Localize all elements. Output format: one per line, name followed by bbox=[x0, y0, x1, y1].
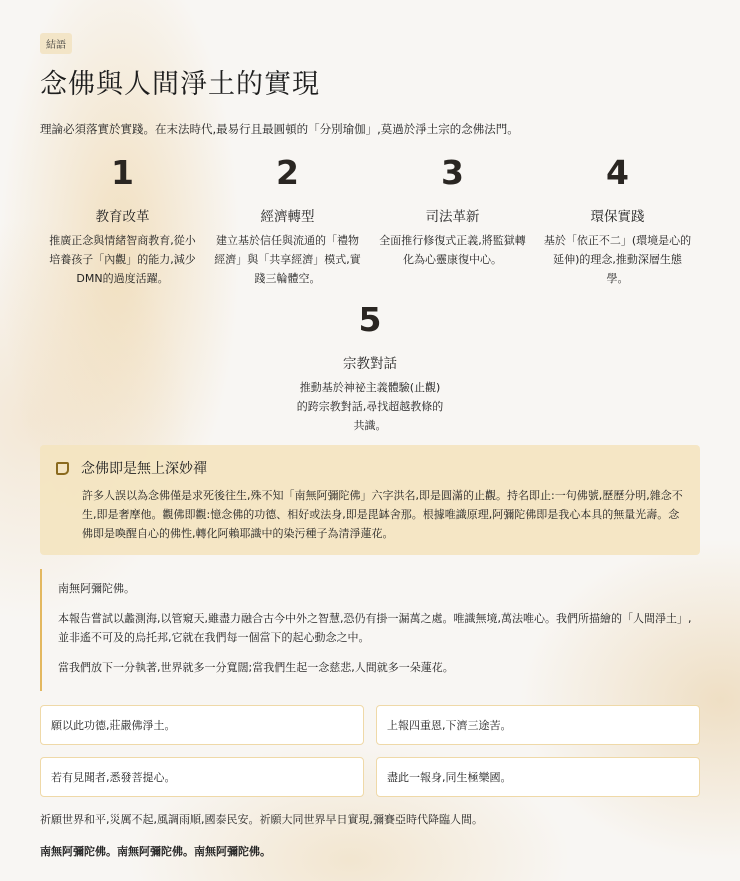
callout-box bbox=[40, 445, 700, 555]
item-title: 環保實踐 bbox=[590, 209, 645, 225]
verse-card: 若有見聞者,悉發菩提心。 bbox=[40, 757, 364, 797]
item-number: 5 bbox=[358, 300, 382, 339]
closing-quote bbox=[40, 569, 700, 691]
item-number: 2 bbox=[276, 153, 299, 192]
callout-body: 許多人誤以為念佛僅是求死後往生,殊不知「南無阿彌陀佛」六字洪名,即是圓滿的止觀。持名即止:一句佛號,歷歷分明,雜念不生,即是奢摩他。觀佛即觀:憶念佛的功德、相好或法身,即是毘缽舍那。根據唯識原理,阿彌陀佛即是我心本具的無量光壽。念佛即是喚醒自心的佛性,轉化阿賴耶識中的染污種子為清淨蓮花。 bbox=[82, 489, 683, 540]
item-number: 3 bbox=[441, 153, 464, 192]
prayer-text: 祈願世界和平,災厲不起,風調雨順,國泰民安。祈願大同世界早日實現,彌賽亞時代降臨人間。 bbox=[40, 813, 483, 826]
item-desc: 推動基於神祕主義體驗(止觀)的跨宗教對話,尋找超越教條的共識。 bbox=[296, 381, 444, 432]
item-desc: 建立基於信任與流通的「禮物經濟」與「共享經濟」模式,實踐三輪體空。 bbox=[214, 234, 361, 285]
verse-card: 上報四重恩,下濟三途苦。 bbox=[376, 705, 700, 745]
practice-grid bbox=[40, 153, 700, 447]
item-desc: 基於「依正不二」(環境是心的延伸)的理念,推動深層生態學。 bbox=[543, 234, 692, 285]
verse-card: 盡此一報身,同生極樂國。 bbox=[376, 757, 700, 797]
item-desc: 全面推行修復式正義,將監獄轉化為心靈康復中心。 bbox=[379, 234, 526, 266]
section-tag: 結語 bbox=[40, 33, 72, 54]
item-title: 經濟轉型 bbox=[260, 209, 315, 225]
item-number: 1 bbox=[111, 153, 134, 192]
item-title: 教育改革 bbox=[95, 209, 150, 225]
note-icon bbox=[56, 462, 69, 475]
dedication-verses bbox=[40, 705, 700, 797]
practice-item bbox=[288, 300, 453, 435]
verse-card: 願以此功德,莊嚴佛淨土。 bbox=[40, 705, 364, 745]
intro-text: 理論必須落實於實踐。在末法時代,最易行且最圓頓的「分別瑜伽」,莫過於淨土宗的念佛法門。 bbox=[40, 122, 519, 136]
final-chant: 南無阿彌陀佛。南無阿彌陀佛。南無阿彌陀佛。 bbox=[40, 845, 271, 858]
conclusion-section bbox=[40, 33, 700, 859]
item-title: 宗教對話 bbox=[343, 356, 397, 372]
quote-paragraph: 本報告嘗試以蠡測海,以管窺天,雖盡力融合古今中外之智慧,恐仍有掛一漏萬之處。唯識無境,萬法唯心。我們所描繪的「人間淨土」,並非遙不可及的烏托邦,它就在我們每一個當下的起心動念之中。 bbox=[58, 612, 692, 644]
practice-item bbox=[370, 153, 535, 288]
quote-paragraph: 當我們放下一分執著,世界就多一分寬闊;當我們生起一念慈悲,人間就多一朵蓮花。 bbox=[58, 661, 454, 674]
item-title: 司法革新 bbox=[425, 209, 480, 225]
practice-item bbox=[205, 153, 370, 288]
callout-title: 念佛即是無上深妙禪 bbox=[81, 461, 207, 477]
item-number: 4 bbox=[606, 153, 629, 192]
practice-item bbox=[40, 153, 205, 288]
practice-item bbox=[535, 153, 700, 288]
quote-paragraph: 南無阿彌陀佛。 bbox=[58, 582, 135, 595]
item-desc: 推廣正念與情緒智商教育,從小培養孩子「內觀」的能力,減少DMN的過度活躍。 bbox=[49, 234, 196, 285]
page-title: 念佛與人間淨土的實現 bbox=[40, 69, 320, 100]
